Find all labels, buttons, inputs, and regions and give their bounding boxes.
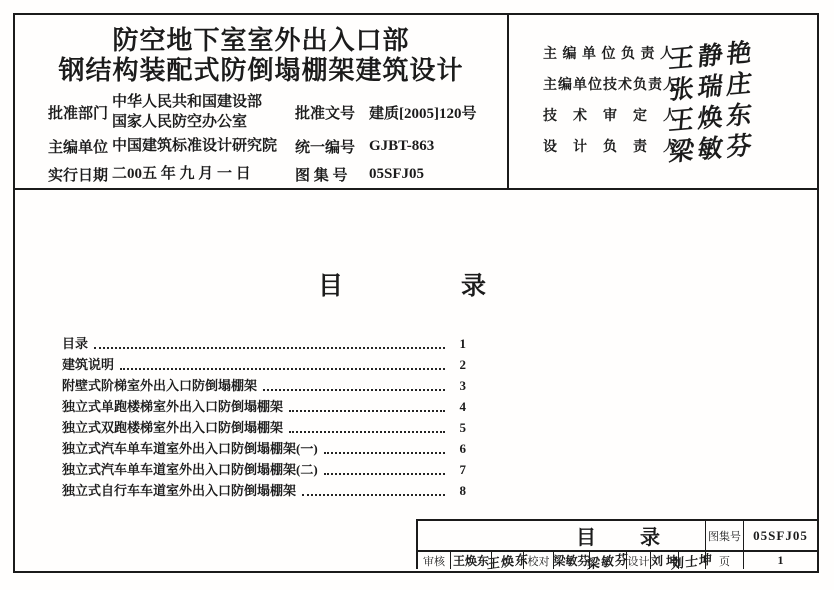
signature-role-label: 主编单位技术负责人	[543, 78, 678, 93]
signature-row	[543, 132, 817, 167]
toc-dot-leader	[289, 431, 445, 433]
toc-item-page: 5	[459, 420, 466, 435]
toc-item-title: 独立式自行车车道室外出入口防倒塌棚架	[62, 483, 297, 498]
content-area	[15, 190, 817, 572]
header-block	[15, 15, 817, 190]
reviewer-label: 审核	[418, 552, 451, 569]
checker-label: 校对	[524, 552, 554, 569]
title-block-row-bottom	[418, 551, 817, 572]
reviewer-signature-text: 王焕东	[486, 551, 529, 572]
sheet-title-char-left: 目	[576, 527, 596, 549]
field-value-left	[112, 136, 295, 156]
field-value-right: 建质[2005]120号	[369, 105, 477, 122]
toc-heading-char-right: 录	[461, 272, 487, 300]
field-label-right: 统一编号	[295, 139, 356, 156]
signature-role-label: 技 术 审 定 人	[543, 109, 678, 124]
toc-item	[62, 478, 466, 499]
sheet-title-block	[416, 519, 817, 572]
approval-row	[48, 92, 507, 132]
toc-item	[62, 331, 466, 352]
field-label-left: 主编单位	[48, 139, 109, 156]
toc-heading	[1, 190, 803, 302]
toc-item	[62, 415, 466, 436]
field-label-left: 批准部门	[48, 105, 109, 122]
handwritten-signature: 张瑞庄	[667, 70, 757, 105]
toc-item-title: 附壁式阶梯室外出入口防倒塌棚架	[62, 378, 258, 393]
field-value-left	[112, 92, 295, 132]
checker-name: 梁敏芬	[553, 554, 590, 568]
field-label-right: 图 集 号	[295, 167, 348, 184]
field-value-left-line2: 国家人民防空办公室	[112, 114, 248, 130]
toc-item	[62, 436, 466, 457]
title-block-row-top	[418, 521, 817, 552]
field-value-left-line1: 二00五 年 九 月 一 日	[112, 166, 251, 182]
reviewer-signature	[486, 551, 529, 572]
handwritten-signature: 梁敏芬	[667, 132, 757, 167]
toc-item-title: 独立式汽车单车道室外出入口防倒塌棚架(一)	[62, 441, 318, 456]
reviewer-name: 王焕东	[451, 552, 492, 569]
toc-item-page: 6	[459, 441, 466, 456]
approval-info-table	[48, 92, 507, 188]
signature-role-label: 设 计 负 责 人	[543, 140, 678, 155]
toc-dot-leader	[302, 494, 445, 496]
signature-panel	[509, 15, 817, 188]
atlas-no-value: 05SFJ05	[753, 527, 808, 543]
field-value-left-line1: 中华人民共和国建设部	[112, 94, 263, 110]
checker-signature-text: 梁敏芬	[587, 551, 629, 572]
designer-name: 刘 坤	[651, 554, 679, 568]
handwritten-signature: 王静艳	[667, 39, 757, 74]
toc-dot-leader	[94, 347, 445, 349]
toc-dot-leader	[324, 473, 445, 475]
field-value-right: 05SFJ05	[369, 165, 425, 182]
atlas-title-line2: 钢结构装配式防倒塌棚架建筑设计	[58, 55, 464, 85]
toc-item-page: 8	[459, 483, 466, 498]
toc-item	[62, 457, 466, 478]
field-label-left: 实行日期	[48, 167, 109, 184]
toc-item-title: 独立式双跑楼梯室外出入口防倒塌棚架	[62, 420, 284, 435]
sheet-title	[418, 521, 706, 550]
designer-label: 设计	[627, 552, 651, 569]
toc-item	[62, 394, 466, 415]
toc-item	[62, 373, 466, 394]
toc-dot-leader	[324, 452, 445, 454]
field-value-left-line1: 中国建筑标准设计研究院	[112, 138, 278, 154]
field-value-right: GJBT-863	[369, 137, 435, 154]
designer-signature	[671, 551, 713, 572]
toc-item-page: 3	[459, 378, 466, 393]
toc-item	[62, 352, 466, 373]
toc-dot-leader	[289, 410, 445, 412]
approval-row	[48, 132, 507, 160]
toc-list	[62, 331, 466, 499]
sheet-border	[13, 13, 819, 573]
toc-item-page: 2	[459, 357, 466, 372]
toc-item-page: 7	[459, 462, 466, 477]
toc-dot-leader	[263, 389, 445, 391]
checker-signature	[587, 551, 629, 572]
atlas-title-line1: 防空地下室室外出入口部	[112, 25, 410, 55]
toc-heading-char-left: 目	[317, 272, 343, 300]
field-value-left	[112, 164, 295, 184]
toc-item-page: 4	[459, 399, 466, 414]
toc-dot-leader	[120, 368, 445, 370]
atlas-no-label: 图集号	[706, 521, 744, 550]
toc-item-title: 建筑说明	[62, 357, 115, 372]
toc-item-title: 目录	[62, 336, 89, 351]
approval-row	[48, 160, 507, 188]
toc-item-page: 1	[459, 336, 466, 351]
page-label: 页	[706, 552, 744, 569]
sheet-title-char-right: 录	[640, 527, 660, 549]
designer-signature-text: 刘士坤	[671, 551, 713, 572]
field-label-right: 批准文号	[295, 105, 356, 122]
signature-role-label: 主 编 单 位 负 责 人	[543, 47, 675, 62]
header-title-area	[15, 15, 509, 188]
toc-item-title: 独立式汽车单车道室外出入口防倒塌棚架(二)	[62, 462, 318, 477]
page-number: 1	[777, 553, 784, 567]
toc-item-title: 独立式单跑楼梯室外出入口防倒塌棚架	[62, 399, 284, 414]
handwritten-signature: 王焕东	[667, 101, 757, 136]
